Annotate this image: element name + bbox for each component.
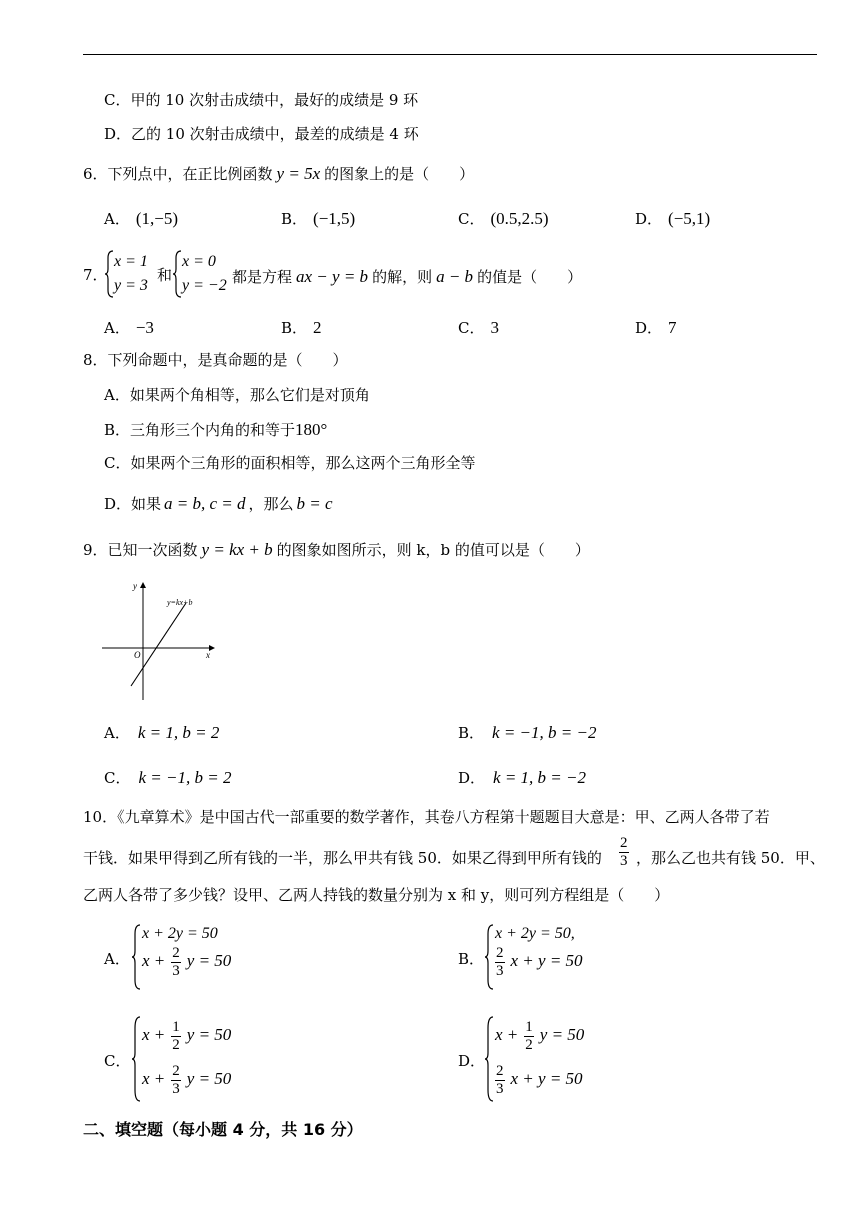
q10-option-c-brace	[131, 1016, 141, 1102]
origin-label: O	[134, 650, 141, 660]
q10-line-2-b: ，那么乙也共有钱 50．甲、	[636, 849, 825, 867]
line-label: y=kx+b	[167, 598, 193, 607]
q7-option-a: A． −3	[104, 318, 154, 337]
q9-option-d: D． k = 1, b = −2	[458, 768, 586, 787]
q5-option-c: C．甲的 10 次射击成绩中，最好的成绩是 9 环	[104, 91, 419, 109]
q6-stem	[83, 165, 474, 182]
q8-option-d: D．如果 a = b, c = d ，那么 b = c	[104, 494, 333, 513]
q8-option-a: A．如果两个角相等，那么它们是对顶角	[104, 386, 370, 404]
y-axis-arrow	[140, 582, 146, 588]
y-axis-label: y	[133, 581, 137, 591]
q7-brace-1	[104, 250, 114, 298]
q6-stem-a: 6．下列点中，在正比例函数	[83, 165, 273, 183]
q10-line-2-a: 干钱．如果甲得到乙所有钱的一半，那么甲共有钱 50．如果乙得到甲所有钱的	[83, 849, 602, 867]
q6-stem-b: 的图象上的是（ ）	[324, 165, 475, 183]
q10-option-b-label: B．	[458, 950, 485, 968]
q10-option-a-brace	[131, 924, 141, 990]
q9-graph	[98, 578, 220, 704]
section-2-heading: 二、填空题（每小题 4 分，共 16 分）	[83, 1120, 363, 1139]
q7-option-c: C． 3	[458, 318, 499, 337]
q10-option-c-label: C．	[104, 1052, 131, 1070]
q6-option-a: A． (1,−5)	[104, 209, 179, 228]
q8-option-c: C．如果两个三角形的面积相等，那么这两个三角形全等	[104, 454, 476, 472]
q6-function: y = 5x	[276, 164, 321, 183]
q10-fraction: $\frac{2}{3}$	[620, 835, 628, 869]
q7-stem: 都是方程 ax − y = b 的解，则 a − b 的值是（ ）	[232, 267, 583, 286]
q6-option-c: C． (0.5,2.5)	[458, 209, 549, 228]
q7-option-d: D． 7	[635, 318, 677, 337]
header-rule	[83, 54, 817, 55]
q9-option-c: C． k = −1, b = 2	[104, 768, 232, 787]
q10-option-b-brace	[484, 924, 494, 990]
q5-option-d: D．乙的 10 次射击成绩中，最差的成绩是 4 环	[104, 125, 419, 143]
function-line	[131, 603, 186, 686]
q9-option-a: A． k = 1, b = 2	[104, 723, 220, 742]
q10-option-d-brace	[484, 1016, 494, 1102]
q7-number: 7．	[83, 266, 108, 284]
q10-line-1: 10．《九章算术》是中国古代一部重要的数学著作，其卷八方程第十题题目大意是：甲、乙两人各带了若	[83, 808, 770, 826]
q8-option-b: B．三角形三个内角的和等于180°	[104, 420, 328, 439]
q7-brace-2	[172, 250, 182, 298]
q6-option-b: B． (−1,5)	[281, 209, 356, 228]
q8-stem: 8．下列命题中，是真命题的是（ ）	[83, 351, 348, 369]
q6-option-d: D． (−5,1)	[635, 209, 711, 228]
q7-and: 和	[157, 266, 173, 284]
q10-line-3: 乙两人各带了多少钱？设甲、乙两人持钱的数量分别为 x 和 y，则可列方程组是（ ）	[83, 886, 670, 904]
q7-option-b: B． 2	[281, 318, 322, 337]
x-axis-label: x	[206, 650, 210, 660]
q10-option-d-label: D．	[458, 1052, 486, 1070]
q10-option-a-label: A．	[104, 950, 130, 968]
q9-stem: 9．已知一次函数 y = kx + b 的图象如图所示，则 k，b 的值可以是（ ）	[83, 540, 590, 559]
q9-option-b: B． k = −1, b = −2	[458, 723, 597, 742]
